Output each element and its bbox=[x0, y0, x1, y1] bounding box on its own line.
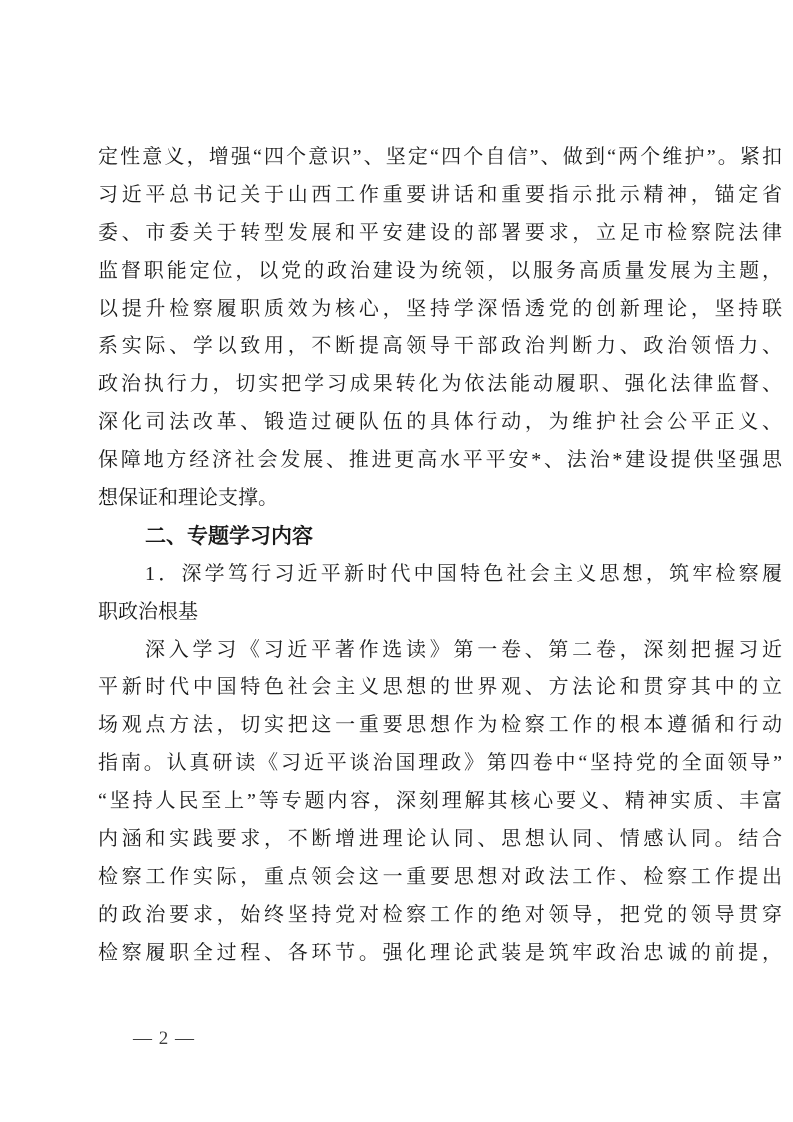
text-line: 深入学习《习近平著作选读》第一卷、第二卷，深刻把握习近 bbox=[145, 638, 782, 661]
text-line: 想保证和理论支撑。 bbox=[98, 487, 278, 510]
page-number: — 2 — bbox=[133, 1028, 195, 1049]
text-line: 定性意义，增强“四个意识”、坚定“四个自信”、做到“两个维护”。紧扣 bbox=[98, 146, 782, 168]
text-line: 检察工作实际，重点领会这一重要思想对政法工作、检察工作提出 bbox=[98, 865, 782, 888]
text-line: 深化司法改革、锻造过硬队伍的具体行动，为维护社会公平正义、 bbox=[98, 411, 782, 434]
text-line: 监督职能定位，以党的政治建设为统领，以服务高质量发展为主题， bbox=[98, 259, 782, 282]
text-line: 检察履职全过程、各环节。强化理论武装是筑牢政治忠诚的前提， bbox=[98, 941, 782, 964]
text-line: 的政治要求，始终坚持党对检察工作的绝对领导，把党的领导贯穿 bbox=[98, 903, 782, 926]
text-line: 保障地方经济社会发展、推进更高水平平安*、法治*建设提供坚强思 bbox=[98, 449, 782, 472]
text-line: 委、市委关于转型发展和平安建设的部署要求，立足市检察院法律 bbox=[98, 221, 782, 244]
item-heading-line: 职政治根基 bbox=[98, 600, 198, 623]
item-heading-line: 1．深学笃行习近平新时代中国特色社会主义思想，筑牢检察履 bbox=[145, 562, 782, 585]
text-line: 内涵和实践要求，不断增进理论认同、思想认同、情感认同。结合 bbox=[98, 828, 782, 851]
text-line: 以提升检察履职质效为核心，坚持学深悟透党的创新理论，坚持联 bbox=[98, 297, 782, 320]
text-line: 平新时代中国特色社会主义思想的世界观、方法论和贯穿其中的立 bbox=[98, 676, 782, 699]
section-heading: 二、专题学习内容 bbox=[145, 524, 313, 548]
text-line: “坚持人民至上”等专题内容，深刻理解其核心要义、精神实质、丰富 bbox=[98, 790, 782, 813]
text-line: 政治执行力，切实把学习成果转化为依法能动履职、强化法律监督、 bbox=[98, 373, 782, 396]
text-line: 系实际、学以致用，不断提高领导干部政治判断力、政治领悟力、 bbox=[98, 335, 782, 358]
text-line: 场观点方法，切实把这一重要思想作为检察工作的根本遵循和行动 bbox=[98, 714, 782, 737]
document-body bbox=[98, 139, 782, 973]
text-line: 习近平总书记关于山西工作重要讲话和重要指示批示精神，锚定省 bbox=[98, 183, 782, 206]
text-line: 指南。认真研读《习近平谈治国理政》第四卷中“坚持党的全面领导” bbox=[98, 752, 782, 775]
